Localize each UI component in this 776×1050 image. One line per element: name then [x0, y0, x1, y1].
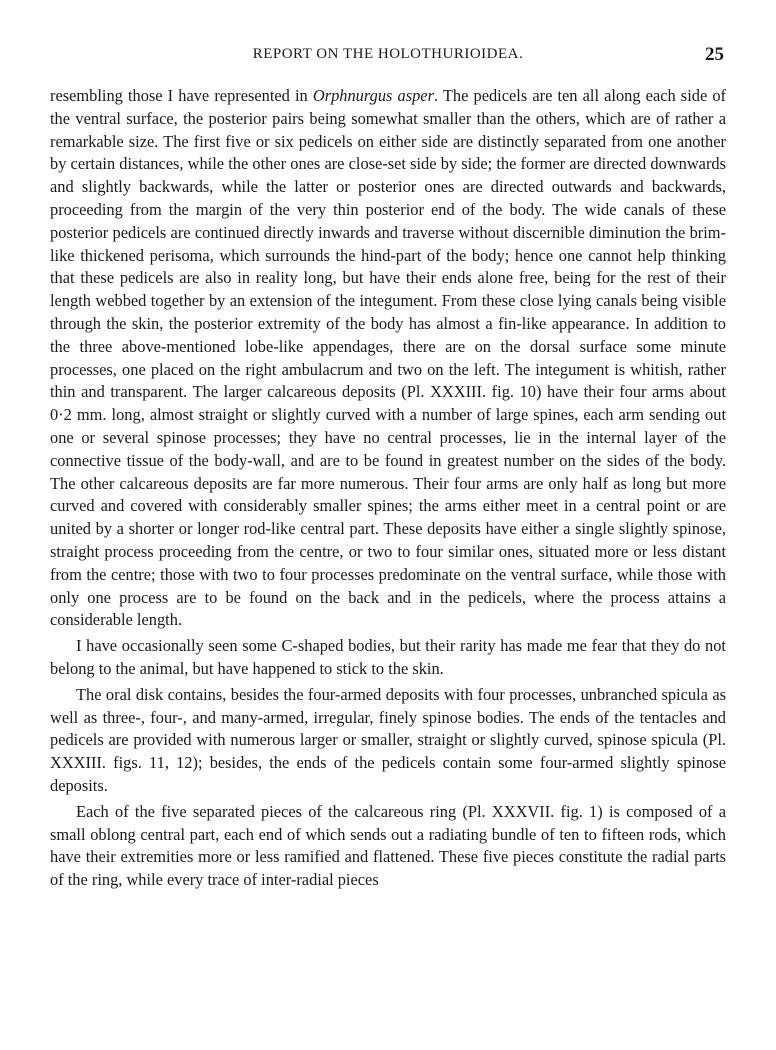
page-number: 25 [705, 44, 724, 65]
paragraph-1 [50, 85, 726, 632]
species-name-italic: Orphnurgus asper [312, 86, 434, 105]
paragraph-3: The oral disk contains, besides the four-armed deposits with four processes, unbranched spicula as well as three-, four-, and many-armed, irregular, finely spinose bodies. The ends of the tentacles and pedicels are provided with numerous larger or smaller, straight or slightly curved, spinose spicula (Pl. XXXIII. figs. 11, 12); besides, the ends of the pedicels contain some four-armed slightly spinose deposits. [50, 684, 726, 795]
paragraph-2: I have occasionally seen some C-shaped bodies, but their rarity has made me fear that they do not belong to the animal, but have happened to stick to the skin. [50, 636, 726, 678]
paragraph-1-rest: . The pedicels are ten all along each side of the ventral surface, the posterior pairs being somewhat smaller than the others, which are of rather a remarkable size. The first five or six pedicels on either side are distinctly separated from one another by certain distances, while the other ones are close-set side by side; the former are directed downwards and slightly backwards, while the latter or posterior ones are directed outwards and backwards, proceeding from the margin of the very thin posterior end of the body. The wide canals of these posterior pedicels are continued directly inwards and traverse without discernible diminution the brim-like thickened perisoma, which surrounds the hind-part of the body; hence one cannot help thinking that these pedicels are also in reality long, but have their ends alone free, being for the rest of their length webbed together by an extension of the integument. From these close lying canals being visible through the skin, the posterior extremity of the body has almost a fin-like appearance. In addition to the three above-mentioned lobe-like appendages, there are on the dorsal surface some minute processes, one placed on the right ambulacrum and two on the left. The integument is whitish, rather thin and transparent. The larger calcareous deposits (Pl. XXXIII. fig. 10) have their four arms about 0·2 mm. long, almost straight or slightly curved with a number of large spines, each arm sending out one or several spinose processes; they have no central processes, lie in the internal layer of the connective tissue of the body-wall, and are to be found in greatest number on the sides of the body. The other calcareous deposits are far more numerous. Their four arms are only half as long but more curved and covered with considerably smaller spines; the arms either meet in a central point or are united by a shorter or longer rod-like central part. These deposits have either a single slightly spinose, straight process proceeding from the centre, or two to four similar ones, situated more or less distant from the centre; those with two to four processes predominate on the ventral surface, while those with only one process are to be found on the back and in the pedicels, where the process attains a considerable length. [50, 86, 726, 630]
running-head-title: REPORT ON THE HOLOTHURIOIDEA. [252, 46, 524, 62]
body-text [50, 85, 726, 892]
paragraph-1-lead: resembling those I have represented in [50, 86, 313, 105]
running-head [50, 44, 726, 68]
paragraph-4: Each of the five separated pieces of the calcareous ring (Pl. XXXVII. fig. 1) is composed of a small oblong central part, each end of which sends out a radiating bundle of ten to fifteen rods, which have their extremities more or less ramified and flattened. These five pieces constitute the radial parts of the ring, while every trace of inter-radial pieces [50, 801, 726, 890]
